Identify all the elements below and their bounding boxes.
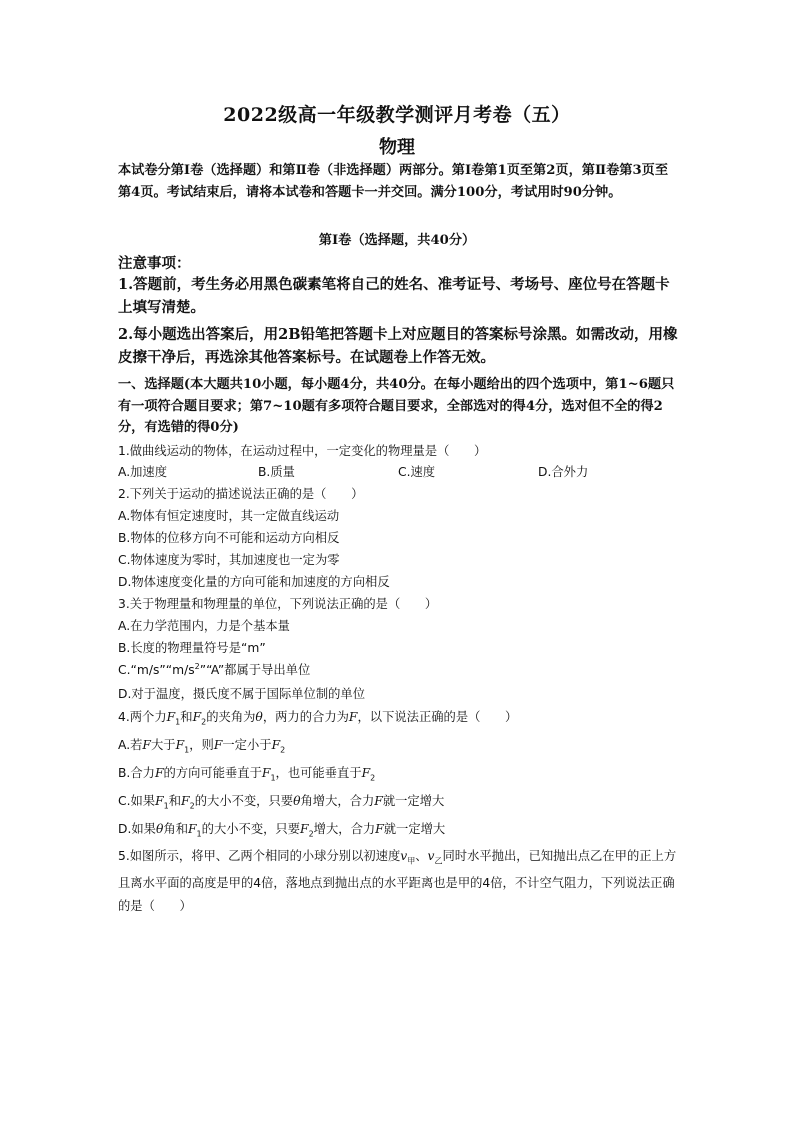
q3-c-text-2: ”“A”都属于导出单位 [199, 663, 311, 677]
q4-option-c [118, 791, 683, 810]
subject-title: 物理 [379, 137, 415, 158]
q4-sub: 2 [189, 801, 195, 811]
q5-v-symbol: v [427, 849, 435, 863]
q4-text: ，以下说法正确的是（ ） [357, 710, 518, 724]
q4-text: 一定小于 [222, 738, 272, 752]
q4-text: 的夹角为 [206, 710, 256, 724]
q3-option-d: D.对于温度，摄氏度不属于国际单位制的单位 [118, 687, 366, 701]
q4-text: D.如果 [118, 822, 156, 836]
notice-item-2: 2.每小题选出答案后，用2B铅笔把答题卡上对应题目的答案标号涂黑。如需改动，用橡皮擦干净后，再选涂其他答案标号。在试题卷上作答无效。 [118, 326, 678, 366]
q4-f-symbol: F [154, 766, 164, 780]
q4-f-symbol: F [361, 766, 371, 780]
q4-text: 就一定增大 [383, 822, 446, 836]
q1-option-d: D.合外力 [538, 465, 589, 479]
q5-text: 、 [415, 849, 428, 863]
q4-sub: 1 [196, 829, 202, 839]
notice-item-1: 1.答题前，考生务必用黑色碳素笔将自己的姓名、准考证号、考场号、座位号在答题卡上填写清楚。 [118, 276, 670, 316]
q4-f-symbol: F [155, 794, 164, 808]
q4-theta-symbol: θ [293, 794, 301, 808]
q4-text: B.合力 [118, 766, 155, 780]
q4-f-symbol: F [181, 794, 190, 808]
q4-sub: 2 [201, 717, 207, 727]
q4-text: 增大，合力 [313, 822, 376, 836]
q5-text: 5.如图所示，将甲、乙两个相同的小球分别以初速度 [118, 849, 401, 863]
q4-text: 大于 [150, 738, 176, 752]
q4-option-b [118, 763, 683, 782]
q4-text: 和 [168, 794, 182, 808]
q4-f-symbol: F [300, 822, 309, 836]
q3-option-a: A.在力学范围内，力是个基本量 [118, 619, 290, 633]
q4-text: 角增大，合力 [300, 794, 375, 808]
q4-sub: 1 [270, 773, 276, 783]
q3-c-text-1: C.“m/s”“m/s [118, 663, 195, 677]
q4-f-symbol: F [192, 710, 202, 724]
q4-option-a [118, 735, 683, 754]
q4-f-symbol: F [271, 738, 281, 752]
q4-theta-symbol: θ [255, 710, 263, 724]
q4-text: 就一定增大 [382, 794, 445, 808]
q4-f-symbol: F [142, 738, 151, 752]
question-3-stem: 3.关于物理量和物理量的单位，下列说法正确的是（ ） [118, 597, 438, 611]
q4-f-symbol: F [188, 822, 197, 836]
q1-option-a: A.加速度 [118, 465, 167, 479]
q5-text: 同时水平抛出，已知抛出点乙在甲的正上方且离水平面的高度是甲的4倍，落地点到抛出点的水平距离也是甲的4倍，不计空气阻力，下列说法正确的是（ ） [118, 849, 677, 914]
q4-sub: 2 [280, 745, 286, 755]
q4-f-symbol: F [175, 738, 185, 752]
q2-option-b: B.物体的位移方向不可能和运动方向相反 [118, 531, 340, 545]
q5-v-symbol: v [400, 849, 408, 863]
question-5-stem [118, 845, 683, 918]
q4-text: 的方向可能垂直于 [163, 766, 262, 780]
q4-text: 角和 [163, 822, 188, 836]
q3-option-b: B.长度的物理量符号是“m” [118, 641, 266, 655]
q4-text: 和 [180, 710, 193, 724]
q4-f-symbol: F [213, 738, 223, 752]
q4-sub: 2 [308, 829, 314, 839]
q4-text: 4.两个力 [118, 710, 167, 724]
question-1-stem: 1.做曲线运动的物体，在运动过程中，一定变化的物理量是（ ） [118, 444, 487, 458]
q4-f-symbol: F [261, 766, 271, 780]
q4-sub: 1 [184, 745, 190, 755]
q4-text: 的大小不变，只要 [194, 794, 294, 808]
q4-sub: 1 [163, 801, 169, 811]
q4-text: C.如果 [118, 794, 156, 808]
q4-f-symbol: F [348, 710, 358, 724]
q5-sub: 乙 [434, 856, 443, 866]
exam-title: 2022级高一年级教学测评月考卷（五） [223, 104, 571, 126]
q2-option-d: D.物体速度变化量的方向可能和加速度的方向相反 [118, 575, 390, 589]
q3-c-superscript: 2 [194, 661, 200, 671]
q4-text: ，则 [189, 738, 214, 752]
q4-f-symbol: F [375, 822, 384, 836]
q1-option-b: B.质量 [258, 465, 295, 479]
q4-text: ，也可能垂直于 [275, 766, 362, 780]
q2-option-c: C.物体速度为零时，其加速度也一定为零 [118, 553, 340, 567]
q4-f-symbol: F [374, 794, 383, 808]
q4-text: 的大小不变，只要 [201, 822, 301, 836]
q4-sub: 1 [175, 717, 181, 727]
question-4-stem [118, 707, 683, 726]
q4-text: A.若 [118, 738, 143, 752]
q4-text: ，两力的合力为 [262, 710, 349, 724]
q5-sub: 甲 [407, 856, 416, 866]
exam-intro: 本试卷分第Ⅰ卷（选择题）和第Ⅱ卷（非选择题）两部分。第Ⅰ卷第1页至第2页，第Ⅱ卷第3页至第4页。考试结束后，请将本试卷和答题卡一并交回。满分100分，考试用时90分钟。 [118, 163, 669, 200]
q4-option-d [118, 819, 683, 838]
question-2-stem: 2.下列关于运动的描述说法正确的是（ ） [118, 487, 364, 501]
q2-option-a: A.物体有恒定速度时，其一定做直线运动 [118, 509, 340, 523]
part-one-heading: 第Ⅰ卷（选择题，共40分） [318, 233, 476, 248]
q1-option-c: C.速度 [398, 465, 436, 479]
q4-f-symbol: F [166, 710, 176, 724]
section-one-instructions: 一、选择题(本大题共10小题，每小题4分，共40分。在每小题给出的四个选项中，第1~6题只有一项符合题目要求；第7~10题有多项符合题目要求，全部选对的得4分，选对但不全的得2分，有选错的得0分) [118, 377, 675, 435]
notice-title: 注意事项： [118, 255, 191, 272]
q3-option-c [118, 660, 683, 678]
q4-theta-symbol: θ [155, 822, 164, 836]
q4-sub: 2 [370, 773, 376, 783]
